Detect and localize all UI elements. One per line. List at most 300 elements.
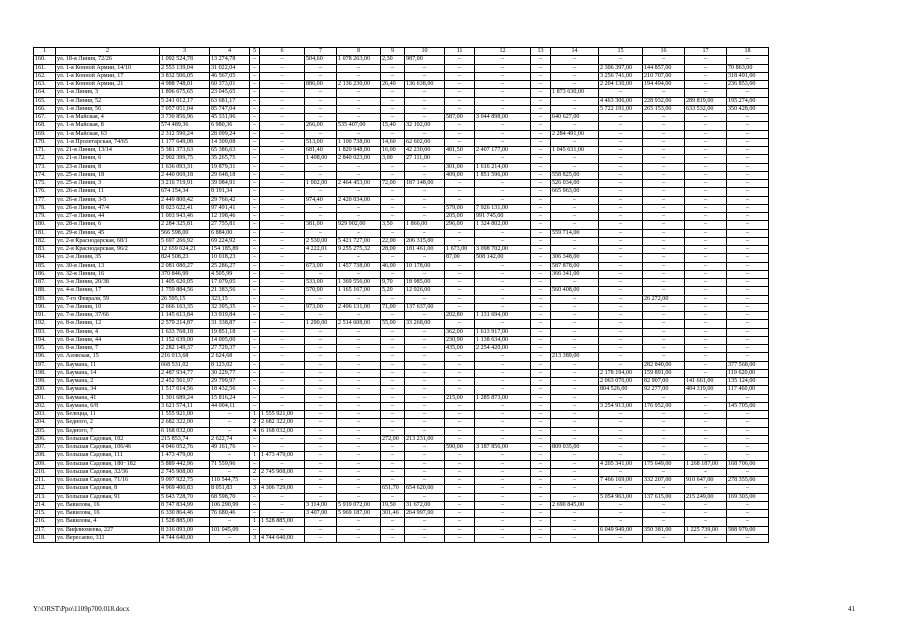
table-cell: – — [405, 270, 445, 278]
table-cell: 2 690 845,00 — [551, 501, 599, 509]
table-cell: – — [531, 444, 551, 452]
table-cell: 2 407 177,00 — [475, 147, 531, 155]
table-cell: 484 319,00 — [685, 386, 727, 394]
table-cell: – — [531, 180, 551, 188]
table-cell: 6 884,00 — [210, 229, 250, 237]
table-cell: 7 466 169,00 — [599, 477, 643, 485]
table-cell: 173. — [34, 163, 56, 171]
table-cell: – — [381, 394, 405, 402]
table-cell: 282 840,00 — [643, 361, 685, 369]
table-cell: 4 988 748,01 — [160, 81, 210, 89]
table-cell: 215 853,74 — [160, 435, 210, 443]
table-cell: – — [381, 163, 405, 171]
table-cell: – — [305, 534, 337, 542]
table-cell: 1 100 738,00 — [337, 138, 381, 146]
table-cell: 2 682 322,00 — [160, 419, 210, 427]
table-row — [34, 287, 769, 295]
table-cell: – — [250, 196, 260, 204]
table-cell: 209. — [34, 460, 56, 468]
table-cell: – — [727, 452, 769, 460]
table-cell: – — [405, 188, 445, 196]
table-cell: – — [405, 213, 445, 221]
table-cell: 1 633 768,18 — [160, 328, 210, 336]
table-cell: 211. — [34, 477, 56, 485]
table-row — [34, 361, 769, 369]
table-row — [34, 460, 769, 468]
table-cell: – — [599, 303, 643, 311]
table-cell: – — [405, 163, 445, 171]
table-cell: ул. Большая Садовая, 106/46 — [56, 444, 160, 452]
table-cell: 3,50 — [381, 221, 405, 229]
table-cell: 362,00 — [445, 328, 475, 336]
table-cell: 2 530,00 — [305, 237, 337, 245]
table-cell: 186. — [34, 270, 56, 278]
table-row — [34, 435, 769, 443]
table-cell: – — [531, 130, 551, 138]
table-cell: 29 648,18 — [210, 171, 250, 179]
table-cell: – — [551, 345, 599, 353]
table-cell: – — [531, 97, 551, 105]
table-cell: – — [305, 435, 337, 443]
table-cell: 49 161,76 — [210, 444, 250, 452]
table-row — [34, 213, 769, 221]
table-cell: – — [599, 155, 643, 163]
table-cell: – — [260, 303, 305, 311]
table-cell: 7 057 051,04 — [160, 105, 210, 113]
table-cell: 266,00 — [305, 122, 337, 130]
table-cell: – — [260, 460, 305, 468]
table-cell: 136 638,00 — [405, 81, 445, 89]
table-cell: – — [337, 64, 381, 72]
data-table-container — [33, 47, 769, 543]
table-cell: ул. Белецца, 11 — [56, 411, 160, 419]
table-cell: 991 745,00 — [475, 213, 531, 221]
table-cell: 33 268,00 — [405, 320, 445, 328]
table-cell: – — [727, 435, 769, 443]
table-row — [34, 64, 769, 72]
table-cell: ул. 1-я Конной Армии, 21 — [56, 81, 160, 89]
table-cell: 82 907,00 — [643, 378, 685, 386]
table-cell: – — [685, 468, 727, 476]
table-cell: – — [337, 386, 381, 394]
table-cell: – — [405, 386, 445, 394]
table-cell: ул. 7-я Линия, 10 — [56, 303, 160, 311]
table-cell: 26,40 — [381, 81, 405, 89]
table-row — [34, 262, 769, 270]
table-cell: – — [475, 81, 531, 89]
table-cell: – — [405, 72, 445, 80]
table-row — [34, 493, 769, 501]
table-cell: – — [643, 196, 685, 204]
table-cell: – — [260, 155, 305, 163]
table-cell: 97 491,41 — [210, 204, 250, 212]
table-cell: ул. 25-я Линия, 18 — [56, 171, 160, 179]
table-cell: – — [685, 353, 727, 361]
table-cell: – — [475, 237, 531, 245]
table-cell: 165. — [34, 97, 56, 105]
table-cell: 15 816,24 — [210, 394, 250, 402]
table-cell: – — [250, 435, 260, 443]
table-cell: 1 555 921,00 — [160, 411, 210, 419]
table-cell: – — [260, 72, 305, 80]
table-cell: 301,46 — [381, 510, 405, 518]
table-cell: – — [727, 336, 769, 344]
table-cell: – — [405, 534, 445, 542]
table-cell: 272,00 — [381, 435, 405, 443]
table-cell: – — [727, 518, 769, 526]
table-cell: – — [643, 312, 685, 320]
table-cell: – — [260, 312, 305, 320]
table-cell: – — [250, 130, 260, 138]
table-cell: – — [305, 89, 337, 97]
table-cell: – — [337, 130, 381, 138]
table-cell: – — [685, 130, 727, 138]
table-cell: – — [405, 477, 445, 485]
table-cell: – — [551, 369, 599, 377]
table-cell: 62 602,00 — [405, 138, 445, 146]
table-cell: – — [337, 518, 381, 526]
table-cell: – — [685, 402, 727, 410]
table-cell: – — [643, 213, 685, 221]
table-cell: – — [260, 246, 305, 254]
column-number-cell: 9 — [381, 48, 405, 56]
table-cell: 1 301 689,24 — [160, 394, 210, 402]
table-cell: – — [551, 196, 599, 204]
table-header-row — [34, 48, 769, 56]
table-cell: – — [260, 130, 305, 138]
table-cell: – — [305, 254, 337, 262]
table-cell: – — [260, 188, 305, 196]
table-cell: 1 177 649,08 — [160, 138, 210, 146]
table-cell: – — [445, 81, 475, 89]
table-cell: – — [551, 427, 599, 435]
table-cell: – — [643, 270, 685, 278]
table-cell: – — [531, 353, 551, 361]
table-cell: 2 312 590,24 — [160, 130, 210, 138]
table-cell: – — [405, 378, 445, 386]
table-row — [34, 270, 769, 278]
table-cell: – — [250, 303, 260, 311]
table-cell: – — [551, 336, 599, 344]
table-cell: – — [727, 295, 769, 303]
table-cell: – — [475, 353, 531, 361]
table-cell: 4 744 640,00 — [160, 534, 210, 542]
table-cell: – — [727, 114, 769, 122]
table-cell: 212. — [34, 485, 56, 493]
table-cell: 9,70 — [381, 279, 405, 287]
table-cell: 2 745 908,00 — [160, 468, 210, 476]
table-cell: – — [727, 130, 769, 138]
table-cell: 181 461,00 — [405, 246, 445, 254]
table-cell: 12 926,00 — [405, 287, 445, 295]
table-cell: 4 744 640,00 — [260, 534, 305, 542]
table-row — [34, 295, 769, 303]
table-cell: – — [551, 328, 599, 336]
table-cell: – — [475, 369, 531, 377]
table-cell: 19 851,18 — [210, 328, 250, 336]
table-cell: 198. — [34, 369, 56, 377]
table-cell: 8 316 093,09 — [160, 526, 210, 534]
table-cell: ул. 8-я Линия, 12 — [56, 320, 160, 328]
table-cell: 1 473 479,00 — [160, 452, 210, 460]
table-cell: 215 249,00 — [685, 493, 727, 501]
table-cell: – — [727, 345, 769, 353]
table-cell: – — [531, 295, 551, 303]
table-cell: – — [405, 130, 445, 138]
table-cell: 27 755,81 — [210, 221, 250, 229]
table-cell: – — [381, 369, 405, 377]
table-cell: – — [531, 147, 551, 155]
table-cell: – — [381, 477, 405, 485]
table-cell: – — [727, 171, 769, 179]
table-cell: – — [445, 493, 475, 501]
table-cell: – — [445, 237, 475, 245]
table-cell: – — [643, 138, 685, 146]
table-cell: 8 191,34 — [210, 188, 250, 196]
table-cell: 2 624,68 — [210, 353, 250, 361]
table-cell: 3 254 913,00 — [599, 402, 643, 410]
table-cell: 39 084,91 — [210, 180, 250, 188]
table-cell: – — [727, 246, 769, 254]
table-row — [34, 72, 769, 80]
table-cell: ул. 7-я Линия, 37/66 — [56, 312, 160, 320]
table-cell: 1 616 214,00 — [475, 163, 531, 171]
table-cell: 973,00 — [305, 303, 337, 311]
table-cell: 63 681,17 — [210, 97, 250, 105]
table-cell: – — [551, 221, 599, 229]
table-row — [34, 254, 769, 262]
table-cell: – — [405, 295, 445, 303]
table-cell: – — [531, 419, 551, 427]
table-cell: – — [445, 105, 475, 113]
table-cell: 2 514 608,00 — [337, 320, 381, 328]
table-cell: – — [337, 213, 381, 221]
column-number-cell: 3 — [160, 48, 210, 56]
table-cell: ул. 8-я Линия, 44 — [56, 336, 160, 344]
table-cell: – — [337, 460, 381, 468]
table-cell: – — [260, 493, 305, 501]
table-cell: 25 286,27 — [210, 262, 250, 270]
table-cell: 2 — [250, 468, 260, 476]
table-row — [34, 444, 769, 452]
table-cell: 6 049 949,00 — [599, 526, 643, 534]
table-cell: – — [250, 336, 260, 344]
table-cell: – — [599, 394, 643, 402]
table-cell: ул. 23-я Линия, 8 — [56, 163, 160, 171]
table-cell: – — [727, 510, 769, 518]
table-cell: – — [445, 386, 475, 394]
table-cell: 175 649,00 — [643, 460, 685, 468]
table-row — [34, 122, 769, 130]
table-cell: 590,00 — [445, 444, 475, 452]
table-cell: 172. — [34, 155, 56, 163]
table-cell: – — [685, 56, 727, 64]
table-cell: 526 034,00 — [551, 180, 599, 188]
table-cell: – — [250, 402, 260, 410]
table-cell: 535 407,00 — [337, 122, 381, 130]
table-cell: – — [475, 460, 531, 468]
table-cell: – — [381, 444, 405, 452]
table-cell: ул. 1-я Майская, 63 — [56, 130, 160, 138]
table-cell: – — [599, 270, 643, 278]
table-cell: – — [531, 361, 551, 369]
table-cell: 6 330 864,46 — [160, 510, 210, 518]
table-cell: – — [305, 518, 337, 526]
table-cell: – — [381, 171, 405, 179]
table-cell: – — [260, 147, 305, 155]
table-cell: 2 666 163,35 — [160, 303, 210, 311]
table-cell: – — [727, 163, 769, 171]
table-cell: – — [685, 361, 727, 369]
table-cell: 570,00 — [305, 287, 337, 295]
table-cell: 886,00 — [305, 81, 337, 89]
table-cell: ул. Вересаево, 311 — [56, 534, 160, 542]
table-cell: – — [250, 328, 260, 336]
table-cell: – — [445, 138, 475, 146]
table-cell: – — [727, 279, 769, 287]
table-cell: 3 114,00 — [305, 501, 337, 509]
table-cell: – — [250, 180, 260, 188]
table-cell: 3 098 702,00 — [475, 246, 531, 254]
table-cell: – — [475, 295, 531, 303]
table-cell: – — [337, 534, 381, 542]
table-cell: – — [531, 452, 551, 460]
table-cell: 194. — [34, 336, 56, 344]
table-cell: 318 491,00 — [727, 72, 769, 80]
column-number-cell: 10 — [405, 48, 445, 56]
table-cell: ул. Бедного, 2 — [56, 419, 160, 427]
table-cell: – — [337, 353, 381, 361]
table-cell: 560 408,00 — [551, 287, 599, 295]
table-row — [34, 196, 769, 204]
table-cell: – — [305, 526, 337, 534]
table-cell: – — [260, 180, 305, 188]
table-cell: – — [727, 147, 769, 155]
table-cell: 1 873 630,00 — [551, 89, 599, 97]
table-cell: – — [531, 427, 551, 435]
table-cell: – — [381, 254, 405, 262]
table-cell: 1 866,00 — [405, 221, 445, 229]
table-cell: – — [305, 72, 337, 80]
table-cell: 1 002,00 — [305, 180, 337, 188]
table-cell: – — [381, 361, 405, 369]
table-cell: – — [260, 510, 305, 518]
table-cell: – — [381, 345, 405, 353]
table-cell: ул. Баумана, 14 — [56, 369, 160, 377]
table-cell: 381,00 — [305, 221, 337, 229]
table-cell: – — [475, 279, 531, 287]
table-cell: – — [210, 427, 250, 435]
table-cell: 278 355,00 — [727, 477, 769, 485]
table-cell: – — [260, 213, 305, 221]
table-cell: – — [599, 468, 643, 476]
table-cell: – — [551, 163, 599, 171]
table-cell: 566 598,00 — [160, 229, 210, 237]
table-cell: – — [599, 501, 643, 509]
table-cell: – — [685, 534, 727, 542]
table-cell: – — [685, 254, 727, 262]
table-cell: 2 282 149,37 — [160, 345, 210, 353]
table-cell: – — [305, 378, 337, 386]
table-cell: – — [250, 361, 260, 369]
table-cell: – — [405, 460, 445, 468]
table-cell: ул. 29-я Линия, 45 — [56, 229, 160, 237]
table-cell: 183. — [34, 246, 56, 254]
table-cell: – — [531, 518, 551, 526]
table-cell: 13 274,78 — [210, 56, 250, 64]
table-cell: – — [531, 411, 551, 419]
table-cell: – — [551, 246, 599, 254]
table-cell: 46,00 — [381, 262, 405, 270]
table-cell: – — [599, 246, 643, 254]
table-cell: 159 891,00 — [643, 369, 685, 377]
table-cell: – — [445, 270, 475, 278]
table-cell: ул. 21-я Линия, 13/14 — [56, 147, 160, 155]
table-cell: – — [445, 122, 475, 130]
table-cell: – — [531, 510, 551, 518]
table-cell: 206 315,00 — [405, 237, 445, 245]
table-cell: – — [260, 138, 305, 146]
table-cell: – — [305, 97, 337, 105]
table-cell: 230,90 — [445, 336, 475, 344]
table-cell: – — [475, 130, 531, 138]
table-cell: 1 — [250, 452, 260, 460]
table-cell: – — [599, 287, 643, 295]
table-row — [34, 221, 769, 229]
table-cell: 2 840 023,00 — [337, 155, 381, 163]
table-cell: – — [599, 262, 643, 270]
table-cell: – — [551, 213, 599, 221]
table-cell: 579,00 — [445, 204, 475, 212]
table-cell: 203. — [34, 411, 56, 419]
table-cell: 14,60 — [381, 138, 405, 146]
table-cell: – — [305, 312, 337, 320]
table-cell: ул. 25-я Линия, 3 — [56, 180, 160, 188]
table-cell: 60 373,01 — [210, 81, 250, 89]
table-cell: – — [551, 518, 599, 526]
table-cell: – — [405, 369, 445, 377]
table-cell: – — [727, 270, 769, 278]
table-cell: 435,00 — [445, 345, 475, 353]
table-cell: – — [599, 320, 643, 328]
table-cell: – — [260, 526, 305, 534]
table-cell: 4 505,99 — [210, 270, 250, 278]
table-row — [34, 180, 769, 188]
table-cell: – — [599, 312, 643, 320]
table-cell: 1 820 948,00 — [337, 147, 381, 155]
table-cell: – — [337, 444, 381, 452]
table-cell: – — [551, 312, 599, 320]
table-cell: – — [643, 427, 685, 435]
table-cell: – — [643, 353, 685, 361]
table-cell: ул. Баумана, 34 — [56, 386, 160, 394]
table-cell: 2 579 214,87 — [160, 320, 210, 328]
table-cell: – — [250, 188, 260, 196]
table-cell: 12 198,46 — [210, 213, 250, 221]
table-cell: – — [405, 97, 445, 105]
table-cell: – — [337, 163, 381, 171]
table-cell: – — [445, 295, 475, 303]
table-cell: – — [685, 336, 727, 344]
table-cell: – — [685, 419, 727, 427]
table-cell: – — [337, 229, 381, 237]
table-cell: – — [260, 402, 305, 410]
table-cell: – — [405, 361, 445, 369]
table-cell: 1 636 093,31 — [160, 163, 210, 171]
table-cell: – — [685, 163, 727, 171]
table-cell: – — [643, 130, 685, 138]
table-cell: 196. — [34, 353, 56, 361]
